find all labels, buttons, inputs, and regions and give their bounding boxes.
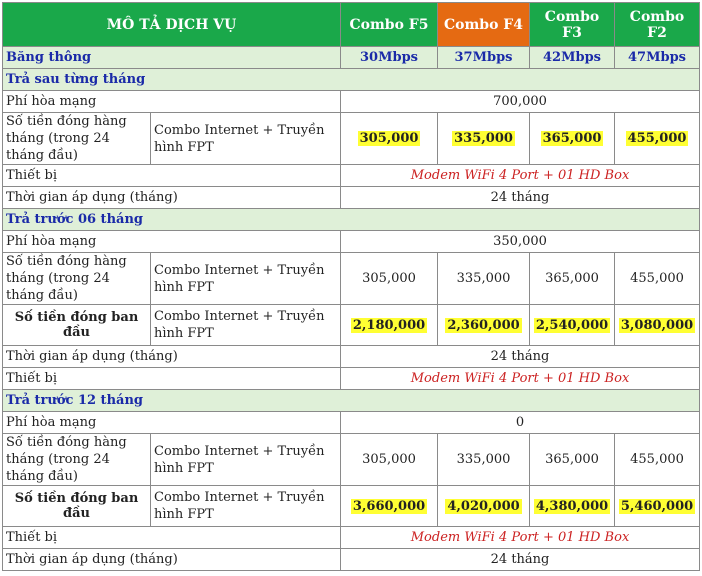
device-value: Modem WiFi 4 Port + 01 HD Box — [341, 368, 700, 390]
initial-value: 2,180,000 — [352, 317, 426, 333]
initial-cell-f5 — [341, 305, 438, 346]
fee-value: 305,000 — [341, 253, 438, 305]
period-label: Thời gian áp dụng (tháng) — [3, 346, 341, 368]
device-label: Thiết bị — [3, 368, 341, 390]
initial-cell-f3 — [530, 305, 615, 346]
fee-cell-f3 — [530, 113, 615, 165]
fee-value: 335,000 — [438, 253, 530, 305]
table-row — [3, 187, 700, 209]
combo-f2-header: Combo F2 — [615, 3, 700, 47]
fee-value: 305,000 — [341, 434, 438, 486]
period-value: 24 tháng — [341, 346, 700, 368]
fee-value: 455,000 — [627, 131, 687, 146]
setup-fee-value: 350,000 — [341, 231, 700, 253]
bandwidth-row — [3, 47, 700, 69]
combo-f3-header: Combo F3 — [530, 3, 615, 47]
table-row — [3, 91, 700, 113]
pricing-table — [2, 2, 700, 571]
initial-value: 4,380,000 — [535, 498, 609, 514]
fee-cell-f5 — [341, 113, 438, 165]
fee-value: 365,000 — [542, 131, 602, 146]
period-value: 24 tháng — [341, 549, 700, 571]
table-row — [3, 486, 700, 527]
section-prepay-6 — [3, 209, 700, 231]
setup-fee-label: Phí hòa mạng — [3, 412, 341, 434]
table-row — [3, 346, 700, 368]
package-label: Combo Internet + Truyền hình FPT — [151, 434, 341, 486]
initial-value: 2,360,000 — [447, 317, 520, 333]
device-value: Modem WiFi 4 Port + 01 HD Box — [341, 165, 700, 187]
section-prepay-12 — [3, 390, 700, 412]
initial-cell-f2 — [615, 305, 700, 346]
bandwidth-f4: 37Mbps — [438, 47, 530, 69]
initial-value: 2,540,000 — [535, 317, 609, 333]
fee-cell-f4 — [438, 113, 530, 165]
device-label: Thiết bị — [3, 527, 341, 549]
initial-cell-f4 — [438, 486, 530, 527]
bandwidth-f2: 47Mbps — [615, 47, 700, 69]
service-desc-header: MÔ TẢ DỊCH VỤ — [3, 3, 341, 47]
fee-cell-f2 — [615, 113, 700, 165]
bandwidth-f5: 30Mbps — [341, 47, 438, 69]
fee-value: 365,000 — [530, 434, 615, 486]
header-row — [3, 3, 700, 47]
package-label: Combo Internet + Truyền hình FPT — [151, 486, 341, 527]
table-row — [3, 305, 700, 346]
table-row — [3, 434, 700, 486]
combo-f4-header: Combo F4 — [438, 3, 530, 47]
initial-cell-f2 — [615, 486, 700, 527]
table-row — [3, 253, 700, 305]
table-row — [3, 549, 700, 571]
table-row — [3, 165, 700, 187]
initial-cell-f4 — [438, 305, 530, 346]
fee-value: 335,000 — [438, 434, 530, 486]
monthly-fee-label: Số tiền đóng hàng tháng (trong 24 tháng đầu) — [3, 434, 151, 486]
period-value: 24 tháng — [341, 187, 700, 209]
package-label: Combo Internet + Truyền hình FPT — [151, 253, 341, 305]
initial-value: 5,460,000 — [620, 498, 694, 514]
period-label: Thời gian áp dụng (tháng) — [3, 549, 341, 571]
setup-fee-value: 0 — [341, 412, 700, 434]
fee-value: 335,000 — [454, 131, 513, 146]
fee-value: 365,000 — [530, 253, 615, 305]
table-row — [3, 368, 700, 390]
initial-payment-label: Số tiền đóng ban đầu — [3, 305, 151, 346]
device-value: Modem WiFi 4 Port + 01 HD Box — [341, 527, 700, 549]
setup-fee-label: Phí hòa mạng — [3, 91, 341, 113]
monthly-fee-label: Số tiền đóng hàng tháng (trong 24 tháng đầu) — [3, 253, 151, 305]
fee-value: 455,000 — [615, 253, 700, 305]
section-title: Trả trước 12 tháng — [3, 390, 700, 412]
initial-cell-f5 — [341, 486, 438, 527]
initial-payment-label: Số tiền đóng ban đầu — [3, 486, 151, 527]
period-label: Thời gian áp dụng (tháng) — [3, 187, 341, 209]
bandwidth-f3: 42Mbps — [530, 47, 615, 69]
initial-value: 3,080,000 — [620, 317, 694, 333]
section-title: Trả trước 06 tháng — [3, 209, 700, 231]
table-row — [3, 412, 700, 434]
package-label: Combo Internet + Truyền hình FPT — [151, 113, 341, 165]
section-monthly — [3, 69, 700, 91]
package-label: Combo Internet + Truyền hình FPT — [151, 305, 341, 346]
fee-value: 455,000 — [615, 434, 700, 486]
combo-f5-header: Combo F5 — [341, 3, 438, 47]
monthly-fee-label: Số tiền đóng hàng tháng (trong 24 tháng đầu) — [3, 113, 151, 165]
initial-value: 4,020,000 — [447, 498, 520, 514]
setup-fee-label: Phí hòa mạng — [3, 231, 341, 253]
device-label: Thiết bị — [3, 165, 341, 187]
bandwidth-label: Băng thông — [3, 47, 341, 69]
initial-cell-f3 — [530, 486, 615, 527]
table-row — [3, 231, 700, 253]
table-row — [3, 113, 700, 165]
fee-value: 305,000 — [359, 131, 419, 146]
table-row — [3, 527, 700, 549]
section-title: Trả sau từng tháng — [3, 69, 700, 91]
initial-value: 3,660,000 — [352, 498, 426, 514]
setup-fee-value: 700,000 — [341, 91, 700, 113]
